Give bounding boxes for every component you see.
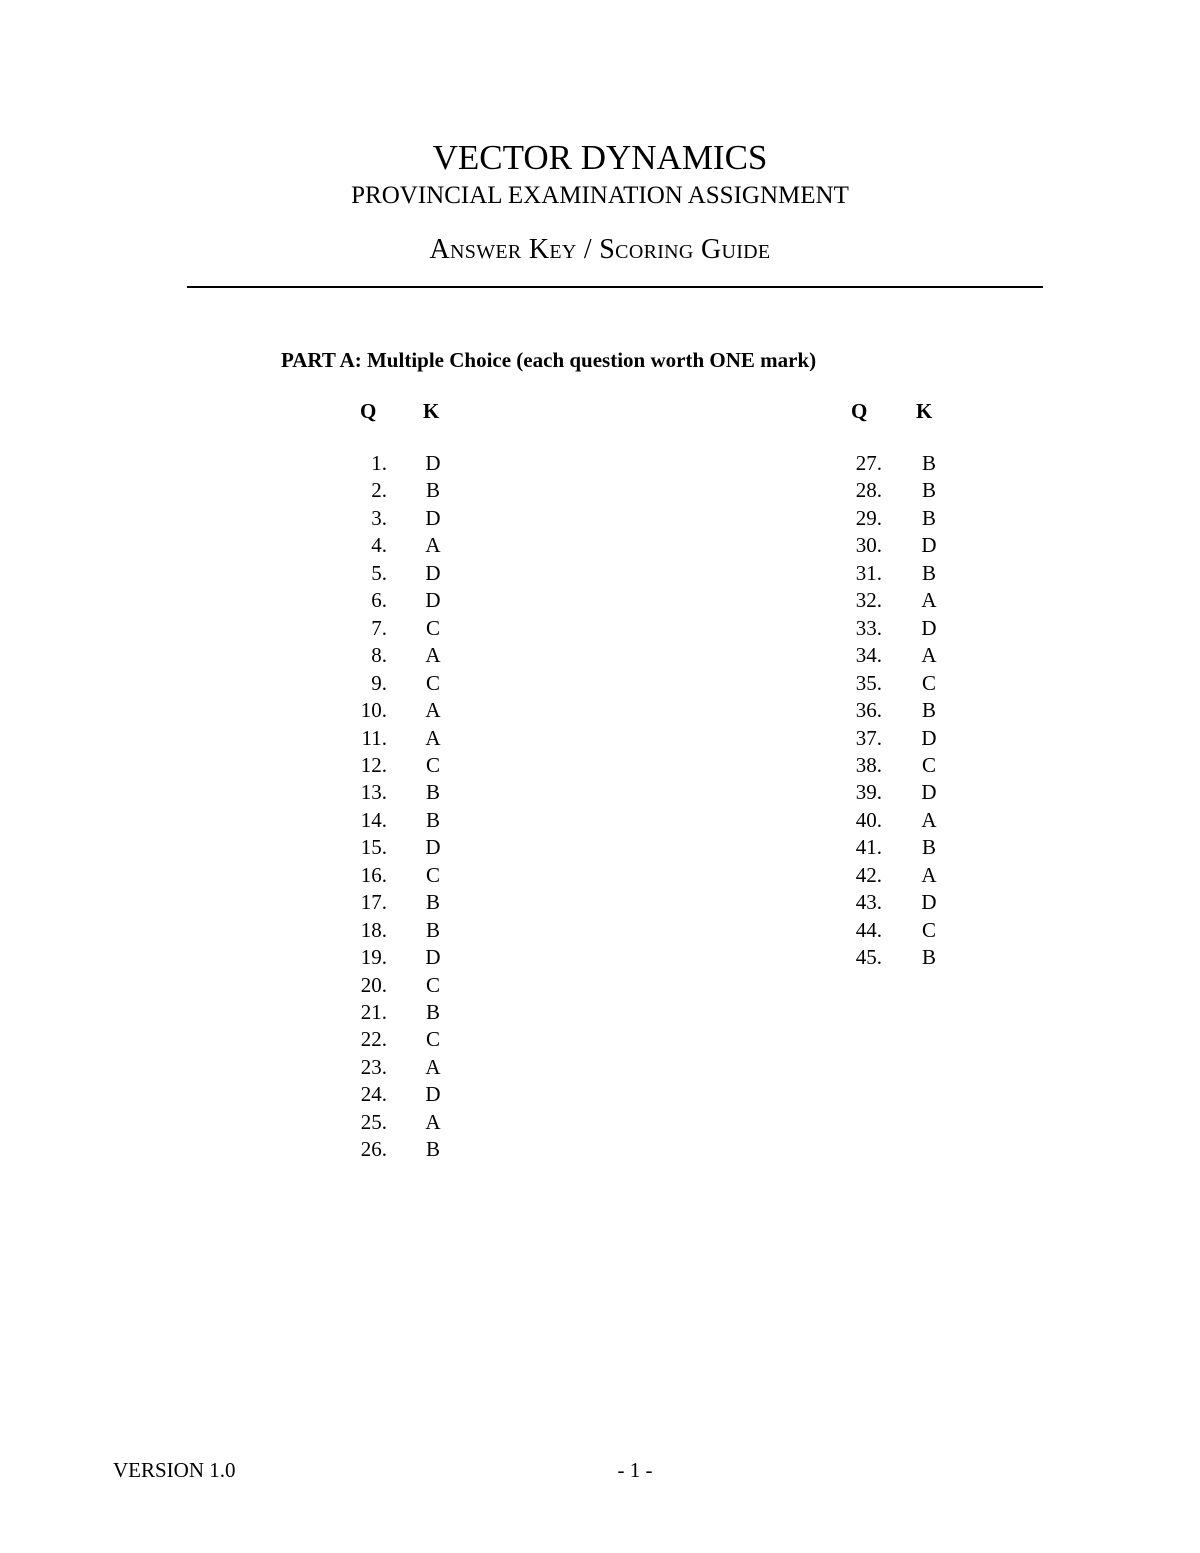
answer-key: B — [921, 945, 936, 969]
question-number: 13. — [360, 780, 387, 804]
question-number: 19. — [360, 945, 387, 969]
answer-key: D — [425, 945, 441, 969]
question-number: 24. — [360, 1082, 387, 1106]
footer-page-number: - 1 - — [617, 1458, 653, 1482]
answer-key: D — [425, 588, 441, 612]
answer-key: C — [921, 671, 936, 695]
answer-key: C — [425, 1027, 440, 1051]
question-number: 1. — [371, 451, 387, 475]
answer-key: B — [425, 808, 440, 832]
answer-key: C — [425, 753, 440, 777]
answer-key: C — [425, 671, 440, 695]
answer-key: B — [425, 478, 440, 502]
answer-key: D — [921, 890, 937, 914]
answer-key: B — [425, 780, 440, 804]
question-number: 22. — [360, 1027, 387, 1051]
question-number: 36. — [855, 698, 882, 722]
question-number: 39. — [855, 780, 882, 804]
question-number: 3. — [371, 506, 387, 530]
answer-key: D — [425, 1082, 441, 1106]
question-number: 41. — [855, 835, 882, 859]
footer-version: VERSION 1.0 — [113, 1458, 236, 1482]
question-number: 40. — [855, 808, 882, 832]
question-number: 12. — [360, 753, 387, 777]
question-number: 5. — [371, 561, 387, 585]
question-number: 4. — [371, 533, 387, 557]
answer-key: A — [425, 1110, 441, 1134]
answer-key: B — [425, 1000, 440, 1024]
answer-key: D — [425, 561, 441, 585]
answer-key: A — [921, 588, 937, 612]
answer-key: D — [425, 451, 441, 475]
answer-key: B — [921, 698, 936, 722]
answer-key: D — [425, 835, 441, 859]
answer-key: B — [425, 1137, 440, 1161]
question-number: 7. — [371, 616, 387, 640]
question-number: 17. — [360, 890, 387, 914]
answer-key: C — [425, 616, 440, 640]
answer-key: C — [921, 753, 936, 777]
question-number: 42. — [855, 863, 882, 887]
answer-key: A — [425, 726, 441, 750]
question-number: 43. — [855, 890, 882, 914]
question-number: 27. — [855, 451, 882, 475]
question-number: 35. — [855, 671, 882, 695]
question-number: 26. — [360, 1137, 387, 1161]
question-number: 33. — [855, 616, 882, 640]
document-title: VECTOR DYNAMICS — [432, 138, 768, 177]
question-number: 25. — [360, 1110, 387, 1134]
answer-key: D — [921, 780, 937, 804]
question-number: 18. — [360, 918, 387, 942]
question-number: 10. — [360, 698, 387, 722]
question-number: 31. — [855, 561, 882, 585]
right-column-q-header: Q — [851, 399, 868, 423]
left-column-q-header: Q — [360, 399, 377, 423]
question-number: 8. — [371, 643, 387, 667]
question-number: 30. — [855, 533, 882, 557]
answer-key: A — [921, 808, 937, 832]
answer-key: D — [921, 726, 937, 750]
answer-key: A — [425, 533, 441, 557]
question-number: 29. — [855, 506, 882, 530]
document-subtitle: PROVINCIAL EXAMINATION ASSIGNMENT — [351, 182, 849, 209]
question-number: 2. — [371, 478, 387, 502]
question-number: 21. — [360, 1000, 387, 1024]
answer-key-heading: Answer Key / Scoring Guide — [429, 234, 771, 265]
question-number: 15. — [360, 835, 387, 859]
question-number: 37. — [855, 726, 882, 750]
question-number: 14. — [360, 808, 387, 832]
question-number: 38. — [855, 753, 882, 777]
answer-key: B — [921, 506, 936, 530]
answer-key: C — [425, 973, 440, 997]
left-column-k-header: K — [423, 399, 440, 423]
answer-key: C — [425, 863, 440, 887]
question-number: 45. — [855, 945, 882, 969]
part-a-title: PART A: Multiple Choice (each question worth ONE mark) — [281, 348, 817, 372]
answer-key: A — [425, 643, 441, 667]
answer-key: B — [425, 890, 440, 914]
answer-key: D — [921, 533, 937, 557]
answer-key: D — [425, 506, 441, 530]
right-column-k-header: K — [916, 399, 933, 423]
question-number: 44. — [855, 918, 882, 942]
question-number: 16. — [360, 863, 387, 887]
question-number: 32. — [855, 588, 882, 612]
answer-key: B — [921, 835, 936, 859]
question-number: 11. — [361, 726, 387, 750]
horizontal-rule — [187, 286, 1043, 288]
answer-key: A — [921, 863, 937, 887]
question-number: 28. — [855, 478, 882, 502]
answer-key: A — [425, 698, 441, 722]
answer-key: A — [425, 1055, 441, 1079]
answer-key: B — [921, 478, 936, 502]
question-number: 23. — [360, 1055, 387, 1079]
question-number: 9. — [371, 671, 387, 695]
question-number: 34. — [855, 643, 882, 667]
answer-key: D — [921, 616, 937, 640]
question-number: 20. — [360, 973, 387, 997]
answer-key: B — [921, 451, 936, 475]
question-number: 6. — [371, 588, 387, 612]
answer-key: C — [921, 918, 936, 942]
answer-key: A — [921, 643, 937, 667]
answer-key: B — [425, 918, 440, 942]
answer-key: B — [921, 561, 936, 585]
